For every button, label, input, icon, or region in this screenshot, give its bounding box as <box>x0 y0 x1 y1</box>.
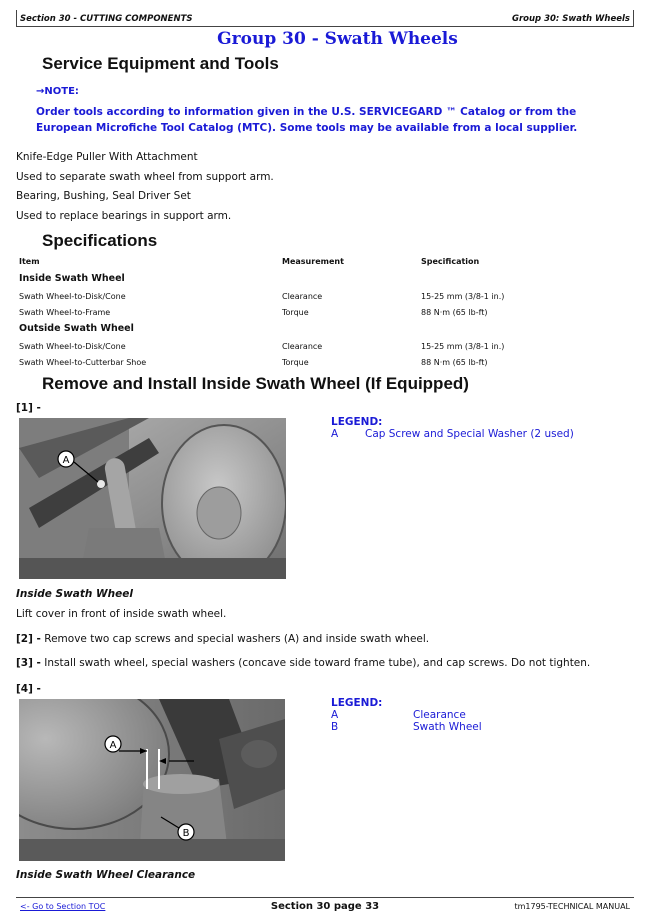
spec-row-spec: 15-25 mm (3/8-1 in.) <box>421 342 505 351</box>
spec-row-item: Swath Wheel-to-Disk/Cone <box>19 292 126 301</box>
spec-row-measurement: Torque <box>282 308 309 317</box>
figure-2-legend-text: Swath Wheel <box>413 721 482 733</box>
lift-cover-text: Lift cover in front of inside swath wheel. <box>16 608 227 620</box>
figure-2-photo <box>19 699 285 861</box>
figure-2-legend-key: B <box>331 721 339 733</box>
service-line-3: Bearing, Bushing, Seal Driver Set <box>16 190 191 202</box>
remove-heading: Remove and Install Inside Swath Wheel (If Equipped) <box>42 374 469 393</box>
step-3-text: Install swath wheel, special washers (concave side toward frame tube), and cap screws. Do not tighten. <box>44 657 591 669</box>
step-2 <box>16 633 429 645</box>
specs-heading: Specifications <box>42 231 158 250</box>
header-divider <box>16 26 634 27</box>
spec-col-item: Item <box>19 257 40 266</box>
service-line-1: Knife-Edge Puller With Attachment <box>16 151 198 163</box>
figure-2-legend-title: LEGEND: <box>331 697 383 709</box>
figure-1-step: [1] - <box>16 402 41 414</box>
note-text: Order tools according to information given in the U.S. SERVICEGARD ™ Catalog or from the European Microfiche Tool Catalog (MTC). Some tools may be available from a local supplier. <box>36 106 578 134</box>
group-title: Group 30 - Swath Wheels <box>217 29 458 49</box>
note-label: →NOTE: <box>36 86 79 97</box>
figure-1-illustration <box>19 418 286 579</box>
header-section: Section 30 - CUTTING COMPONENTS <box>20 14 193 24</box>
spec-group-outside: Outside Swath Wheel <box>19 323 134 334</box>
spec-row-spec: 88 N·m (65 lb-ft) <box>421 308 488 317</box>
figure-2-caption: Inside Swath Wheel Clearance <box>16 869 196 881</box>
page-number: Section 30 page 33 <box>270 901 380 912</box>
figure-1-photo <box>19 418 286 579</box>
service-heading: Service Equipment and Tools <box>42 54 279 73</box>
manual-id: tm1795-TECHNICAL MANUAL <box>514 902 630 911</box>
step-3-number: [3] - <box>16 657 41 669</box>
figure-1-legend-key: A <box>331 428 339 440</box>
spec-col-measurement: Measurement <box>282 257 344 266</box>
spec-row-measurement: Clearance <box>282 292 323 301</box>
go-to-section-toc-link[interactable]: <- Go to Section TOC <box>20 902 106 911</box>
spec-col-specification: Specification <box>421 257 480 266</box>
step-3 <box>16 657 590 669</box>
figure-1-caption: Inside Swath Wheel <box>16 588 133 600</box>
figure-2-legend-key: A <box>331 709 339 721</box>
header-border-right <box>633 10 634 26</box>
figure-2-illustration <box>19 699 285 861</box>
header-group: Group 30: Swath Wheels <box>511 14 630 24</box>
spec-row-item: Swath Wheel-to-Cutterbar Shoe <box>19 358 147 367</box>
step-2-number: [2] - <box>16 633 41 645</box>
figure-2-callout-a: A <box>109 740 117 751</box>
figure-2-callout-b: B <box>182 828 190 839</box>
service-line-4: Used to replace bearings in support arm. <box>16 210 232 222</box>
figure-2-legend-text: Clearance <box>413 709 466 721</box>
spec-row-spec: 88 N·m (65 lb-ft) <box>421 358 488 367</box>
spec-group-inside: Inside Swath Wheel <box>19 273 125 284</box>
footer-divider <box>16 897 634 898</box>
spec-row-measurement: Clearance <box>282 342 323 351</box>
spec-row-spec: 15-25 mm (3/8-1 in.) <box>421 292 505 301</box>
figure-2-step: [4] - <box>16 683 41 695</box>
spec-row-item: Swath Wheel-to-Disk/Cone <box>19 342 126 351</box>
figure-1-legend-text: Cap Screw and Special Washer (2 used) <box>365 428 574 440</box>
spec-row-measurement: Torque <box>282 358 309 367</box>
service-line-2: Used to separate swath wheel from support arm. <box>16 171 274 183</box>
figure-1-legend-title: LEGEND: <box>331 416 383 428</box>
step-2-text: Remove two cap screws and special washers (A) and inside swath wheel. <box>44 633 430 645</box>
figure-1-callout-a: A <box>62 455 70 466</box>
spec-row-item: Swath Wheel-to-Frame <box>19 308 111 317</box>
header-border-left <box>16 10 17 26</box>
